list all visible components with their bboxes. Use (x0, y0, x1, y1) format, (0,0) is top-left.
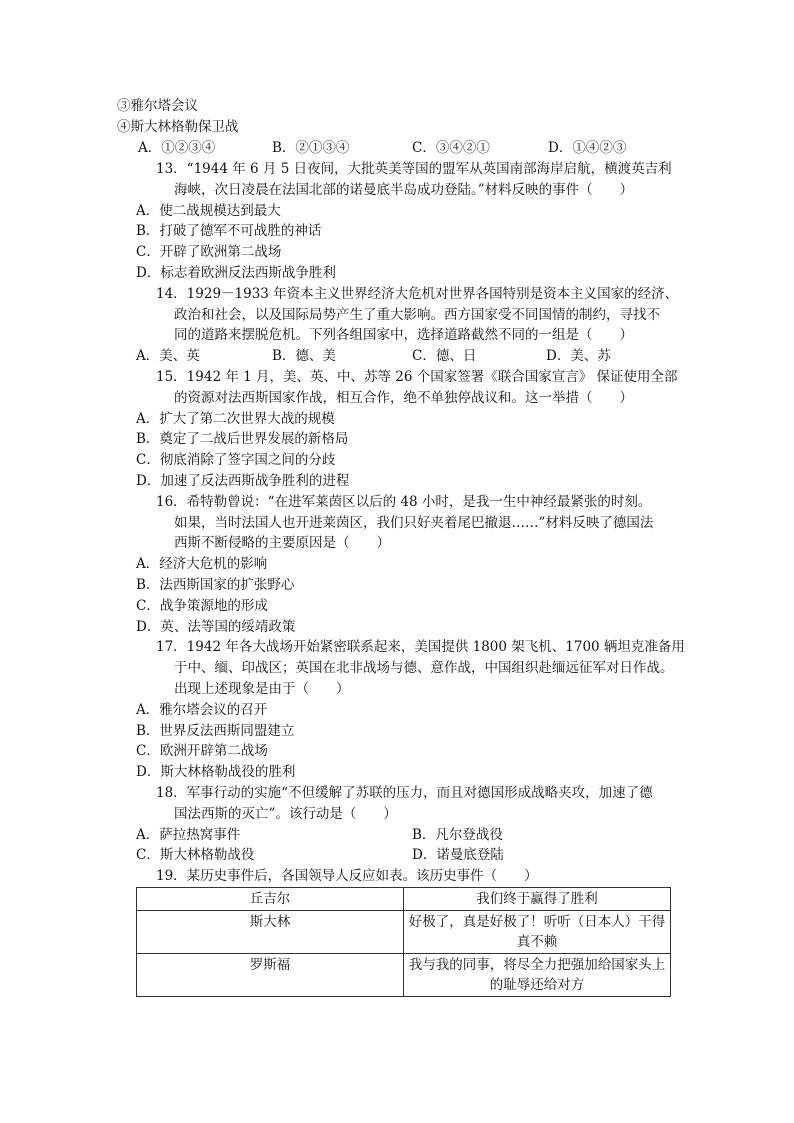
reaction-cell (404, 911, 671, 954)
leader-cell: 罗斯福 (137, 954, 404, 997)
q13-option-b[interactable]: B．打破了德军不可战胜的神话 (136, 223, 322, 239)
reaction-line: 真不赖 (516, 934, 558, 950)
q18-stem-line1: 18．军事行动的实施“不但缓解了苏联的压力，而且对德国形成战略夹攻，加速了德 (156, 785, 653, 801)
q16-stem-line2: 如果，当时法国人也开进莱茵区，我们只好夹着尾巴撤退……”材料反映了德国法 (174, 515, 654, 531)
q15-stem-line2: 的资源对法西斯国家作战，相互合作，绝不单独停战议和。这一举措（ ） (174, 390, 633, 406)
option-d[interactable]: D．①④②③ (548, 140, 627, 156)
q19-table (136, 887, 671, 997)
q16-stem-line1: 16．希特勒曾说：“在进军莱茵区以后的 48 小时，是我一生中神经最紧张的时刻。 (156, 494, 652, 510)
q14-stem-line2: 政治和社会，以及国际局势产生了重大影响。西方国家受不同国情的制约，寻找不 (174, 307, 660, 323)
reaction-line: 我与我的同事，将尽全力把强加给国家头上 (408, 957, 666, 973)
q14-stem-line3: 同的道路来摆脱危机。下列各组国家中，选择道路截然不同的一组是（ ） (174, 327, 633, 343)
q15-stem-line1: 15．1942 年 1 月，美、英、中、苏等 26 个国家签署《联合国家宣言》 保证使用全部 (156, 369, 678, 385)
option-c[interactable]: C．③④②① (412, 140, 490, 156)
table-row (137, 954, 671, 997)
q17-option-b[interactable]: B．世界反法西斯同盟建立 (136, 723, 295, 739)
q17-option-d[interactable]: D．斯大林格勒战役的胜利 (136, 764, 296, 780)
q16-option-c[interactable]: C．战争策源地的形成 (136, 598, 268, 614)
q15-option-b[interactable]: B．奠定了二战后世界发展的新格局 (136, 431, 349, 447)
q16-option-b[interactable]: B．法西斯国家的扩张野心 (136, 577, 295, 593)
q14-option-b[interactable]: B．德、美 (272, 348, 336, 364)
q13-option-c[interactable]: C．开辟了欧洲第二战场 (136, 244, 282, 260)
reaction-line: 好极了，真是好极了！听听（日本人）干得 (408, 914, 666, 930)
q14-option-c[interactable]: C．德、日 (412, 348, 477, 364)
q13-stem-line1: 13．“1944 年 6 月 5 日夜间，大批英美等国的盟军从英国南部海岸启航，横渡英吉利 (156, 161, 672, 177)
q13-option-a[interactable]: A．使二战规模达到最大 (136, 203, 281, 219)
q14-stem-line1: 14．1929－1933 年资本主义世界经济大危机对世界各国特别是资本主义国家的经济、 (156, 286, 679, 302)
reaction-line: 我们终于赢得了胜利 (476, 891, 598, 907)
q14-option-a[interactable]: A．美、英 (136, 348, 200, 364)
q13-option-d[interactable]: D．标志着欧洲反法西斯战争胜利 (136, 265, 336, 281)
reaction-line: 的耻辱还给对方 (489, 977, 585, 993)
option-b[interactable]: B．②①③④ (272, 140, 350, 156)
q17-stem-line2: 于中、缅、印战区；英国在北非战场与德、意作战，中国组织赴缅远征军对日作战。 (174, 660, 674, 676)
q17-option-a[interactable]: A．雅尔塔会议的召开 (136, 702, 268, 718)
q17-stem-line3: 出现上述现象是由于（ ） (174, 681, 350, 697)
q13-stem-line2: 海峡，次日凌晨在法国北部的诺曼底半岛成功登陆。”材料反映的事件（ ） (174, 182, 634, 198)
q16-stem-line3: 西斯不断侵略的主要原因是（ ） (174, 535, 390, 551)
item-3: ③雅尔塔会议 (117, 98, 198, 114)
q15-option-d[interactable]: D．加速了反法西斯战争胜利的进程 (136, 473, 350, 489)
table-row (137, 888, 671, 911)
q14-option-d[interactable]: D．美、苏 (546, 348, 611, 364)
reaction-cell (404, 888, 671, 911)
option-a[interactable]: A．①②③④ (138, 140, 216, 156)
reaction-cell (404, 954, 671, 997)
table-row (137, 911, 671, 954)
q16-option-a[interactable]: A．经济大危机的影响 (136, 556, 268, 572)
q15-option-c[interactable]: C．彻底消除了签字国之间的分歧 (136, 452, 336, 468)
q18-option-a[interactable]: A．萨拉热窝事件 (136, 827, 241, 843)
q15-option-a[interactable]: A．扩大了第二次世界大战的规模 (136, 411, 335, 427)
q18-option-c[interactable]: C．斯大林格勒战役 (136, 847, 255, 863)
leader-cell: 丘吉尔 (137, 888, 404, 911)
q17-stem-line1: 17．1942 年各大战场开始紧密联系起来，美国提供 1800 架飞机、1700 辆坦克准备用 (156, 639, 685, 655)
q18-stem-line2: 国法西斯的灭亡”。该行动是（ ） (174, 806, 397, 822)
q17-option-c[interactable]: C．欧洲开辟第二战场 (136, 743, 268, 759)
q16-option-d[interactable]: D．英、法等国的绥靖政策 (136, 619, 296, 635)
item-4: ④斯大林格勒保卫战 (117, 119, 239, 135)
q18-option-d[interactable]: D．诺曼底登陆 (412, 847, 504, 863)
q18-option-b[interactable]: B．凡尔登战役 (412, 827, 503, 843)
leader-cell: 斯大林 (137, 911, 404, 954)
q19-stem: 19．某历史事件后，各国领导人反应如表。该历史事件（ ） (156, 868, 538, 884)
